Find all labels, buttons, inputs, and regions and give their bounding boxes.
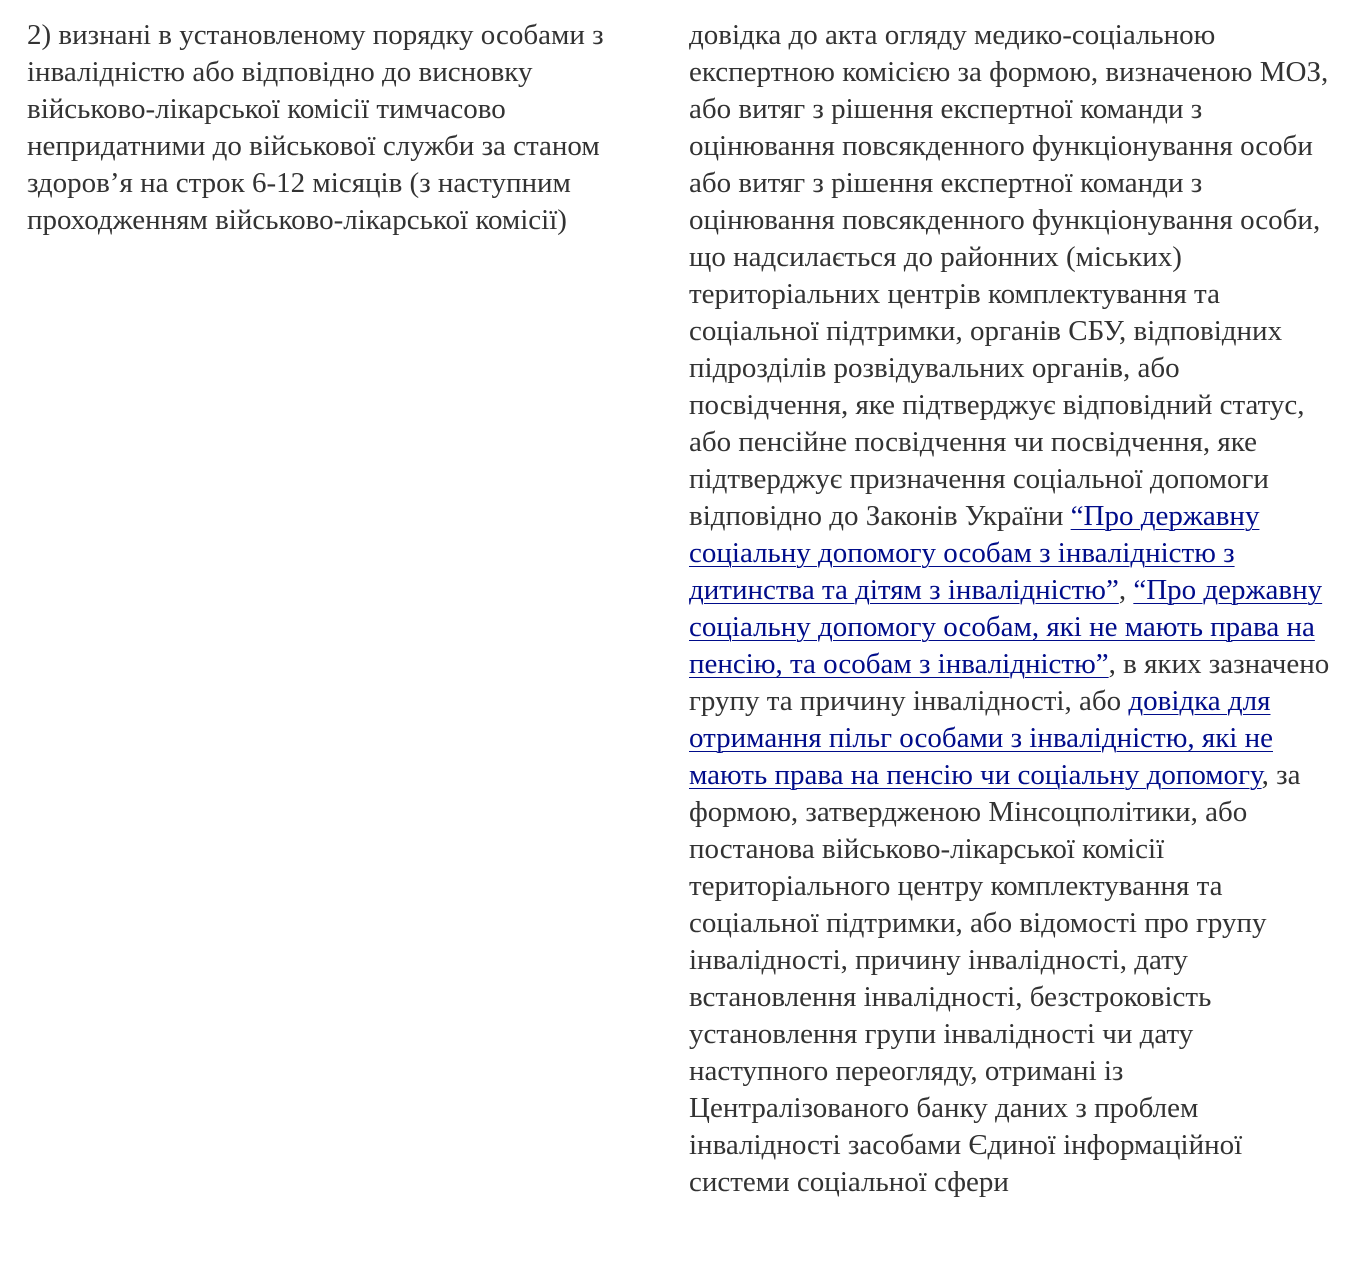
benefits-certificate-link[interactable]: довідка для отримання пільг особами з інвалідністю, які не мають права на пенсію чи соціальну допомогу bbox=[689, 685, 1273, 791]
documents-text-part-2: , в яких зазначено групу та причину інвалідності, або bbox=[689, 648, 1330, 717]
documents-paragraph bbox=[689, 17, 1337, 1201]
documents-text-part-1: довідка до акта огляду медико-соціальною експертною комісією за формою, визначеною МОЗ, або витяг з рішення експертної команди з оцінювання повсякденного функціонування особи або витяг з рішення експертної команди з оцінювання повсякденного функціонування особи, що надсилається до районних (міських) територіальних центрів комплектування та соціальної підтримки, органів СБУ, відповідних підрозділів розвідувальних органів, або посвідчення, яке підтверджує відповідний статус, або пенсійне посвідчення чи посвідчення, яке підтверджує призначення соціальної допомоги відповідно до Законів України bbox=[689, 19, 1329, 532]
law-link-no-pension-rights[interactable]: “Про державну соціальну допомогу особам, які не мають права на пенсію, та особам з інвалідністю” bbox=[689, 574, 1323, 680]
category-text: 2) визнані в установленому порядку особами з інвалідністю або відповідно до висновку військово-лікарської комісії тимчасово непридатними до військової служби за станом здоров’я на строк 6-12 місяців (з наступним проходженням військово-лікарської комісії) bbox=[27, 19, 604, 236]
documents-text-part-3: , за формою, затвердженою Мінсоцполітики, або постанова військово-лікарської комісії територіального центру комплектування та соціальної підтримки, або відомості про групу інвалідності, причину інвалідності, дату встановлення інвалідності, безстроковість установлення групи інвалідності чи дату наступного переогляду, отримані із Централізованого банку даних з проблем інвалідності засобами Єдиної інформаційної системи соціальної сфери bbox=[689, 759, 1301, 1198]
table-row bbox=[0, 17, 1348, 1257]
documents-separator: , bbox=[1118, 574, 1134, 606]
table-cell-category bbox=[27, 17, 667, 239]
table-cell-documents bbox=[689, 17, 1337, 1201]
law-link-disabled-from-childhood[interactable]: “Про державну соціальну допомогу особам з інвалідністю з дитинства та дітям з інвалідністю” bbox=[689, 500, 1260, 606]
